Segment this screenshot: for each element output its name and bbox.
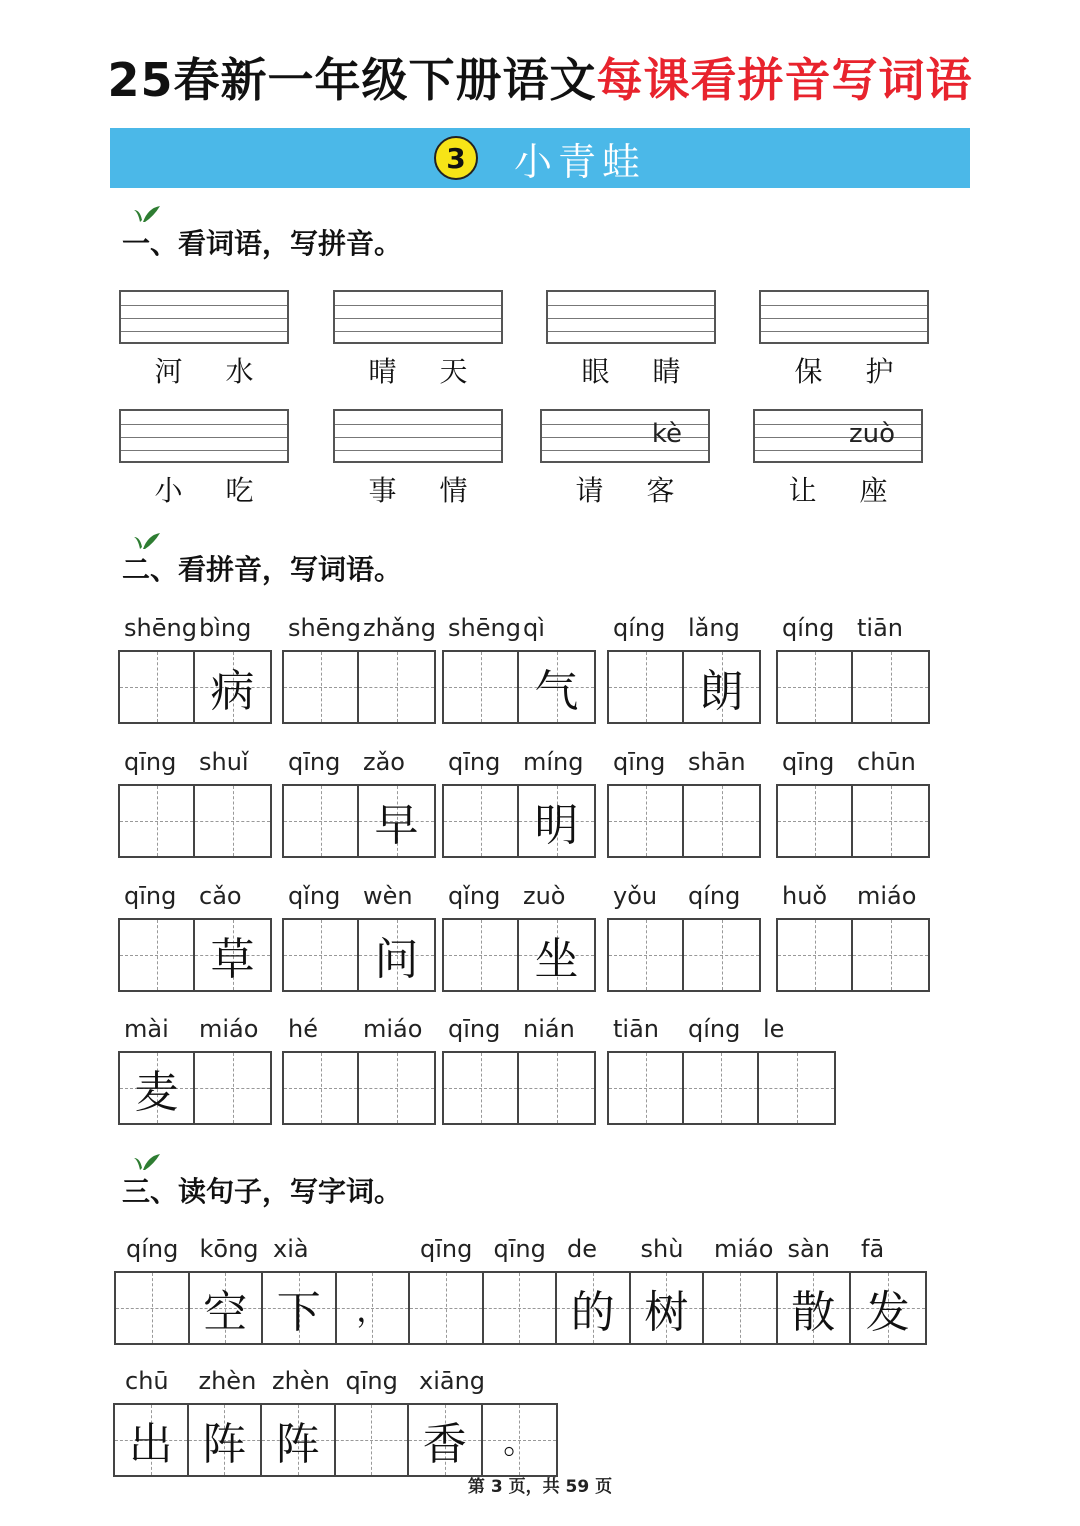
writing-cell[interactable] bbox=[195, 920, 270, 990]
writing-cell[interactable] bbox=[120, 786, 195, 856]
tianzige-grid[interactable] bbox=[442, 918, 596, 992]
cell-guide-vertical bbox=[397, 1053, 398, 1123]
cell-character: 香 bbox=[422, 1419, 467, 1470]
writing-cell[interactable] bbox=[609, 786, 684, 856]
pinyin-label: qì bbox=[523, 614, 545, 642]
pinyin-label: zhǎng bbox=[363, 614, 436, 642]
pinyin-label: qíng bbox=[126, 1235, 179, 1263]
word-characters bbox=[546, 350, 716, 390]
section1-heading: 一、看词语，写拼音。 bbox=[122, 227, 403, 260]
writing-cell[interactable] bbox=[609, 652, 684, 722]
pinyin-line bbox=[542, 424, 708, 425]
sentence-grid[interactable] bbox=[113, 1403, 558, 1477]
lesson-title: 小青蛙 bbox=[513, 139, 646, 184]
pinyin-label: cǎo bbox=[199, 882, 242, 910]
word-character: 让 bbox=[788, 474, 817, 507]
cell-character: 病 bbox=[210, 666, 255, 717]
pinyin-writing-box[interactable] bbox=[333, 409, 503, 463]
writing-cell[interactable] bbox=[519, 920, 594, 990]
pinyin-label: zǎo bbox=[363, 748, 405, 776]
writing-cell[interactable] bbox=[684, 920, 759, 990]
pinyin-hint: zuò bbox=[848, 419, 895, 449]
pinyin-label: qīng bbox=[288, 748, 341, 776]
title-part1: 25春新一年级下册语文 bbox=[107, 53, 597, 107]
word-character: 眼 bbox=[581, 355, 610, 388]
writing-cell[interactable] bbox=[519, 786, 594, 856]
writing-cell[interactable] bbox=[778, 1273, 852, 1343]
pinyin-label: lǎng bbox=[688, 614, 740, 642]
writing-cell[interactable] bbox=[359, 652, 434, 722]
cell-character: 气 bbox=[534, 666, 579, 717]
pinyin-label: shuǐ bbox=[199, 748, 249, 776]
cell-guide-vertical bbox=[722, 786, 723, 856]
cell-guide-vertical bbox=[233, 786, 234, 856]
page-footer: 第 3 页，共 59 页 bbox=[467, 1477, 613, 1497]
writing-cell[interactable] bbox=[120, 652, 195, 722]
cell-guide-vertical bbox=[157, 786, 158, 856]
tianzige-grid[interactable] bbox=[442, 1051, 596, 1125]
pinyin-label: mài bbox=[124, 1015, 169, 1043]
writing-cell[interactable] bbox=[444, 652, 519, 722]
pinyin-line bbox=[335, 305, 501, 306]
cell-guide-vertical bbox=[321, 786, 322, 856]
pinyin-label: qǐng bbox=[448, 882, 501, 910]
tianzige-grid[interactable] bbox=[282, 650, 436, 724]
pinyin-label: miáo bbox=[714, 1235, 774, 1263]
pinyin-writing-box[interactable] bbox=[540, 409, 710, 463]
pinyin-label: zhèn bbox=[198, 1367, 257, 1395]
cell-character: 散 bbox=[791, 1287, 836, 1338]
pinyin-label: hé bbox=[288, 1015, 318, 1043]
pinyin-label: qǐng bbox=[288, 882, 341, 910]
lesson-number-badge: 3 bbox=[434, 136, 478, 180]
cell-guide-vertical bbox=[152, 1273, 153, 1343]
pinyin-label: shēng bbox=[288, 614, 361, 642]
pinyin-label: qīng bbox=[448, 748, 501, 776]
pinyin-label: miáo bbox=[199, 1015, 259, 1043]
title-part2: 每课看拼音写词语 bbox=[596, 53, 973, 107]
pinyin-label: xiāng bbox=[419, 1367, 486, 1395]
pinyin-label: wèn bbox=[363, 882, 413, 910]
pinyin-label: huǒ bbox=[782, 882, 828, 910]
pinyin-label: qíng bbox=[688, 1015, 741, 1043]
pinyin-line bbox=[121, 450, 287, 451]
tianzige-grid[interactable] bbox=[118, 918, 272, 992]
cell-guide-vertical bbox=[519, 1273, 520, 1343]
pinyin-line bbox=[761, 331, 927, 332]
pinyin-line bbox=[335, 450, 501, 451]
writing-cell[interactable] bbox=[484, 1273, 558, 1343]
word-characters bbox=[333, 350, 503, 390]
writing-cell[interactable] bbox=[336, 1405, 410, 1475]
pinyin-line bbox=[542, 450, 708, 451]
word-character: 晴 bbox=[368, 355, 397, 388]
tianzige-grid[interactable] bbox=[118, 784, 272, 858]
cell-guide-vertical bbox=[815, 786, 816, 856]
word-characters bbox=[540, 469, 710, 509]
cell-character: 问 bbox=[374, 934, 419, 985]
pinyin-line bbox=[548, 305, 714, 306]
pinyin-line bbox=[121, 437, 287, 438]
word-characters bbox=[759, 350, 929, 390]
writing-cell[interactable] bbox=[704, 1273, 778, 1343]
cell-guide-vertical bbox=[481, 1053, 482, 1123]
writing-cell[interactable] bbox=[609, 920, 684, 990]
cell-guide-vertical bbox=[891, 786, 892, 856]
pinyin-label: qīng bbox=[613, 748, 666, 776]
writing-cell[interactable] bbox=[444, 920, 519, 990]
pinyin-line bbox=[761, 318, 927, 319]
pinyin-label: zuò bbox=[523, 882, 566, 910]
pinyin-label: nián bbox=[523, 1015, 575, 1043]
cell-character: 坐 bbox=[534, 934, 579, 985]
pinyin-label: tiān bbox=[857, 614, 903, 642]
word-characters bbox=[119, 350, 289, 390]
pinyin-line bbox=[548, 331, 714, 332]
writing-cell[interactable] bbox=[609, 1053, 684, 1123]
writing-cell[interactable] bbox=[519, 1053, 594, 1123]
pinyin-label: qíng bbox=[613, 614, 666, 642]
pinyin-label: qīng bbox=[124, 748, 177, 776]
cell-guide-vertical bbox=[321, 920, 322, 990]
tianzige-grid[interactable] bbox=[282, 1051, 436, 1125]
pinyin-label: míng bbox=[523, 748, 584, 776]
pinyin-label: fā bbox=[861, 1235, 885, 1263]
cell-guide-vertical bbox=[157, 920, 158, 990]
pinyin-label: yǒu bbox=[613, 882, 658, 910]
lesson-banner bbox=[110, 128, 970, 188]
cell-character: 早 bbox=[374, 800, 419, 851]
pinyin-label: sàn bbox=[787, 1235, 830, 1263]
tianzige-grid[interactable] bbox=[607, 784, 761, 858]
pinyin-line bbox=[542, 437, 708, 438]
cell-guide-vertical bbox=[815, 652, 816, 722]
sentence-grid[interactable] bbox=[114, 1271, 927, 1345]
writing-cell[interactable] bbox=[115, 1405, 189, 1475]
writing-cell[interactable] bbox=[778, 786, 853, 856]
writing-cell[interactable] bbox=[444, 1053, 519, 1123]
writing-cell[interactable] bbox=[853, 786, 928, 856]
pinyin-label: bìng bbox=[199, 614, 252, 642]
cell-character: 朗 bbox=[699, 666, 744, 717]
word-character: 请 bbox=[575, 474, 604, 507]
writing-cell[interactable] bbox=[263, 1273, 337, 1343]
pinyin-label: zhèn bbox=[272, 1367, 330, 1395]
cell-guide-vertical bbox=[646, 1053, 647, 1123]
pinyin-label: miáo bbox=[363, 1015, 423, 1043]
cell-guide-vertical bbox=[233, 1053, 234, 1123]
word-character: 小 bbox=[154, 474, 183, 507]
pinyin-label: kōng bbox=[199, 1235, 259, 1263]
tianzige-grid[interactable] bbox=[607, 650, 761, 724]
writing-cell[interactable] bbox=[116, 1273, 190, 1343]
writing-cell[interactable] bbox=[120, 1053, 195, 1123]
cell-guide-vertical bbox=[481, 920, 482, 990]
cell-character: 空 bbox=[203, 1287, 248, 1338]
pinyin-label: qīng bbox=[782, 748, 835, 776]
writing-cell[interactable] bbox=[410, 1273, 484, 1343]
writing-cell[interactable] bbox=[778, 652, 853, 722]
cell-character: 阵 bbox=[202, 1419, 247, 1470]
writing-cell[interactable] bbox=[684, 652, 759, 722]
writing-cell[interactable] bbox=[284, 786, 359, 856]
pinyin-writing-box[interactable] bbox=[759, 290, 929, 344]
pinyin-label: de bbox=[567, 1235, 597, 1263]
tianzige-grid[interactable] bbox=[776, 650, 930, 724]
cell-guide-vertical bbox=[797, 1053, 798, 1123]
writing-cell[interactable] bbox=[195, 652, 270, 722]
writing-cell[interactable] bbox=[851, 1273, 925, 1343]
tianzige-grid[interactable] bbox=[118, 1051, 272, 1125]
tianzige-grid[interactable] bbox=[776, 784, 930, 858]
pinyin-line bbox=[761, 305, 927, 306]
cell-character: 发 bbox=[865, 1287, 910, 1338]
cell-guide-vertical bbox=[157, 652, 158, 722]
cell-character: 草 bbox=[210, 934, 255, 985]
pinyin-hint: kè bbox=[651, 419, 682, 449]
pinyin-line bbox=[755, 437, 921, 438]
writing-cell[interactable] bbox=[444, 786, 519, 856]
cell-character: 的 bbox=[570, 1287, 615, 1338]
pinyin-line bbox=[548, 318, 714, 319]
pinyin-label: tiān bbox=[613, 1015, 659, 1043]
pinyin-line bbox=[121, 424, 287, 425]
pinyin-label: shēng bbox=[124, 614, 197, 642]
writing-cell[interactable] bbox=[262, 1405, 336, 1475]
word-character: 情 bbox=[439, 474, 468, 507]
writing-cell[interactable] bbox=[778, 920, 853, 990]
pinyin-line bbox=[335, 318, 501, 319]
pinyin-line bbox=[121, 331, 287, 332]
cell-guide-vertical bbox=[815, 920, 816, 990]
writing-cell[interactable] bbox=[195, 786, 270, 856]
pinyin-label: qíng bbox=[688, 882, 741, 910]
cell-guide-vertical bbox=[722, 920, 723, 990]
cell-guide-vertical bbox=[646, 652, 647, 722]
writing-cell[interactable] bbox=[284, 920, 359, 990]
tianzige-grid[interactable] bbox=[607, 918, 761, 992]
pinyin-line bbox=[755, 450, 921, 451]
pinyin-label: miáo bbox=[857, 882, 917, 910]
word-characters bbox=[753, 469, 923, 509]
writing-cell[interactable] bbox=[759, 1053, 834, 1123]
word-character: 睛 bbox=[652, 355, 681, 388]
pinyin-label: shēng bbox=[448, 614, 521, 642]
cell-character: 明 bbox=[534, 800, 579, 851]
pinyin-line bbox=[121, 318, 287, 319]
pinyin-line bbox=[335, 437, 501, 438]
word-character: 护 bbox=[865, 355, 894, 388]
word-character: 天 bbox=[439, 355, 468, 388]
cell-guide-vertical bbox=[646, 786, 647, 856]
tianzige-grid[interactable] bbox=[282, 784, 436, 858]
writing-cell[interactable] bbox=[631, 1273, 705, 1343]
word-character: 水 bbox=[225, 355, 254, 388]
pinyin-writing-box[interactable] bbox=[753, 409, 923, 463]
writing-cell[interactable] bbox=[853, 920, 928, 990]
page-title bbox=[0, 44, 1080, 110]
pinyin-line bbox=[335, 331, 501, 332]
writing-cell[interactable] bbox=[853, 652, 928, 722]
writing-cell[interactable] bbox=[337, 1273, 411, 1343]
pinyin-label: qīng bbox=[493, 1235, 546, 1263]
writing-cell[interactable] bbox=[120, 920, 195, 990]
pinyin-label: le bbox=[763, 1015, 785, 1043]
cell-guide-vertical bbox=[646, 920, 647, 990]
pinyin-label: xià bbox=[273, 1235, 309, 1263]
pinyin-line bbox=[121, 305, 287, 306]
cell-character: 阵 bbox=[275, 1419, 320, 1470]
cell-guide-vertical bbox=[321, 1053, 322, 1123]
tianzige-grid[interactable] bbox=[118, 650, 272, 724]
cell-guide-vertical bbox=[481, 652, 482, 722]
pinyin-label: qīng bbox=[345, 1367, 398, 1395]
cell-guide-vertical bbox=[891, 652, 892, 722]
word-character: 事 bbox=[368, 474, 397, 507]
pinyin-label: chū bbox=[125, 1367, 169, 1395]
pinyin-line bbox=[335, 424, 501, 425]
cell-guide-vertical bbox=[721, 1053, 722, 1123]
writing-cell[interactable] bbox=[483, 1405, 557, 1475]
pinyin-writing-box[interactable] bbox=[546, 290, 716, 344]
writing-cell[interactable] bbox=[359, 1053, 434, 1123]
cell-character: 出 bbox=[128, 1419, 173, 1470]
cell-character: 树 bbox=[644, 1287, 689, 1338]
section3-heading: 三、读句子，写字词。 bbox=[122, 1175, 403, 1208]
pinyin-label: qīng bbox=[124, 882, 177, 910]
writing-cell[interactable] bbox=[409, 1405, 483, 1475]
writing-cell[interactable] bbox=[284, 1053, 359, 1123]
writing-cell[interactable] bbox=[519, 652, 594, 722]
word-character: 吃 bbox=[225, 474, 254, 507]
writing-cell[interactable] bbox=[189, 1405, 263, 1475]
cell-guide-vertical bbox=[446, 1273, 447, 1343]
pinyin-line bbox=[755, 424, 921, 425]
pinyin-label: qíng bbox=[782, 614, 835, 642]
writing-cell[interactable] bbox=[684, 1053, 759, 1123]
tianzige-grid[interactable] bbox=[776, 918, 930, 992]
tianzige-grid[interactable] bbox=[442, 650, 596, 724]
cell-character: 麦 bbox=[134, 1067, 179, 1118]
cell-guide-vertical bbox=[557, 1053, 558, 1123]
writing-cell[interactable] bbox=[195, 1053, 270, 1123]
pinyin-writing-box[interactable] bbox=[333, 290, 503, 344]
word-character: 河 bbox=[154, 355, 183, 388]
word-character: 座 bbox=[859, 474, 888, 507]
writing-cell[interactable] bbox=[190, 1273, 264, 1343]
cell-character: 。 bbox=[503, 1423, 536, 1461]
cell-guide-vertical bbox=[397, 652, 398, 722]
writing-cell[interactable] bbox=[359, 920, 434, 990]
section2-heading: 二、看拼音，写词语。 bbox=[122, 553, 403, 586]
word-character: 保 bbox=[794, 355, 823, 388]
cell-guide-vertical bbox=[740, 1273, 741, 1343]
pinyin-label: chūn bbox=[857, 748, 916, 776]
pinyin-label: shān bbox=[688, 748, 746, 776]
word-characters bbox=[119, 469, 289, 509]
cell-guide-vertical bbox=[371, 1405, 372, 1475]
tianzige-grid[interactable] bbox=[607, 1051, 836, 1125]
word-character: 客 bbox=[646, 474, 675, 507]
pinyin-label: qīng bbox=[448, 1015, 501, 1043]
cell-character: 下 bbox=[276, 1287, 321, 1338]
pinyin-label: shù bbox=[640, 1235, 684, 1263]
writing-cell[interactable] bbox=[359, 786, 434, 856]
pinyin-writing-box[interactable] bbox=[119, 290, 289, 344]
tianzige-grid[interactable] bbox=[282, 918, 436, 992]
pinyin-writing-box[interactable] bbox=[119, 409, 289, 463]
word-characters bbox=[333, 469, 503, 509]
cell-guide-vertical bbox=[891, 920, 892, 990]
cell-guide-vertical bbox=[321, 652, 322, 722]
pinyin-label: qīng bbox=[420, 1235, 473, 1263]
tianzige-grid[interactable] bbox=[442, 784, 596, 858]
writing-cell[interactable] bbox=[684, 786, 759, 856]
cell-character: ， bbox=[356, 1291, 389, 1329]
cell-guide-vertical bbox=[481, 786, 482, 856]
writing-cell[interactable] bbox=[557, 1273, 631, 1343]
writing-cell[interactable] bbox=[284, 652, 359, 722]
